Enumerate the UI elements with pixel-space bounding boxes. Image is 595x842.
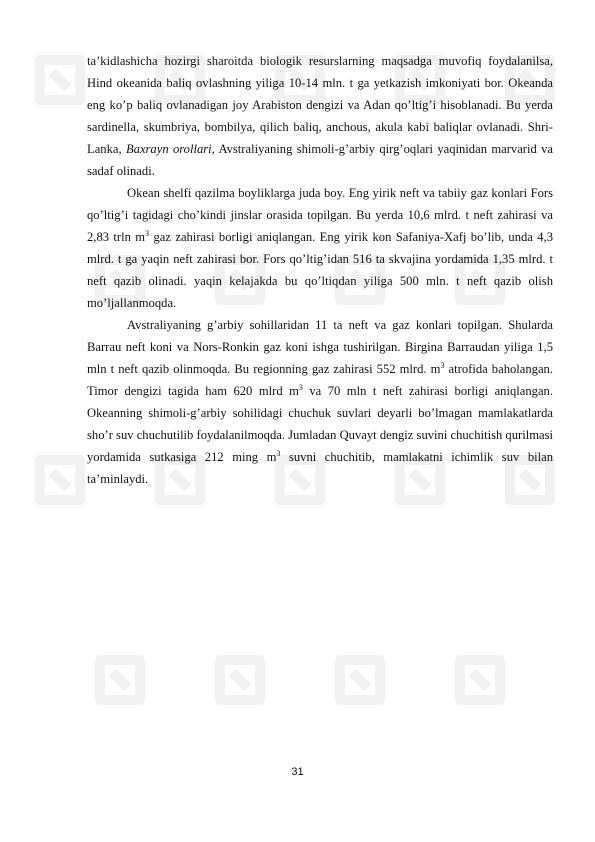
superscript: 3	[276, 448, 281, 458]
document-body	[87, 50, 553, 490]
paragraph-text: ta’kidlashicha hozirgi sharoitda biologik resurslarning maqsadga muvofiq foydalanilsa, Hind okeanida baliq ovlashning yiliga 10-14 mln. t ga yetkazish imkoniyati bor. Okeanda eng ko’p baliq ovlanadigan joy Arabiston dengizi va Adan qo’ltig’i hisoblanadi. Bu yerda sardinella, skumbriya, bombilya, qilich baliq, anchous, akula kabi baliqlar ovlanadi. Shri-Lanka,	[87, 54, 553, 156]
superscript: 3	[298, 382, 303, 392]
paragraph-text: suvni chuchitib, mamlakatni ichimlik suv bilan ta’minlaydi.	[87, 450, 553, 486]
paragraph-text: , Avstraliyaning shimoli-g’arbiy qirg’oqlari yaqinidan marvarid va sadaf olinadi.	[87, 142, 553, 178]
paragraph-text: Okean shelfi qazilma boyliklarga juda boy. Eng yirik neft va tabiiy gaz konlari Fors qo’ltig’i tagidagi cho’kindi jinslar orasida topilgan. Bu yerda 10,6 mlrd. t neft zahirasi va 2,83 trln m	[87, 186, 553, 244]
paragraph-text: atrofida baholangan. Timor dengizi tagida ham 620 mlrd m	[87, 362, 554, 398]
paragraph-text: Avstraliyaning g’arbiy sohillaridan 11 ta neft va gaz konlari topilgan. Shularda Barrau neft koni va Nors-Ronkin gaz koni ishga tushirilgan. Birgina Barraudan yiliga 1,5 mln t neft qazib olinmoqda. Bu regionning gaz zahirasi 552 mlrd. m	[87, 318, 553, 376]
page-number: 31	[291, 766, 304, 778]
superscript: 3	[145, 228, 150, 238]
paragraph-text: va 70 mln t neft zahirasi borligi aniqlangan. Okeanning shimoli-g’arbiy sohilidagi chuchuk suvlari deyarli bo’lmagan mamlakatlarda sho’r suv chuchutilib foydalanilmoqda. Jumladan Quvayt dengiz suvini chuchitish qurilmasi yordamida sutkasiga 212 ming m	[87, 384, 553, 464]
paragraph	[87, 182, 553, 314]
superscript: 3	[440, 360, 445, 370]
paragraph-text: gaz zahirasi borligi aniqlangan. Eng yirik kon Safaniya-Xafj bo’lib, unda 4,3 mlrd. t ga yaqin neft zahirasi bor. Fors qo’ltig’idan 516 ta skvajina yordamida 1,35 mlrd. t neft qazib olinadi. yaqin kelajakda bu qo’ltiqdan yiliga 500 mln. t neft qazib olish mo’ljallanmoqda.	[87, 230, 554, 310]
paragraph	[87, 314, 553, 490]
italic-term: Baxrayn orollari	[125, 142, 212, 156]
paragraph	[87, 50, 553, 182]
